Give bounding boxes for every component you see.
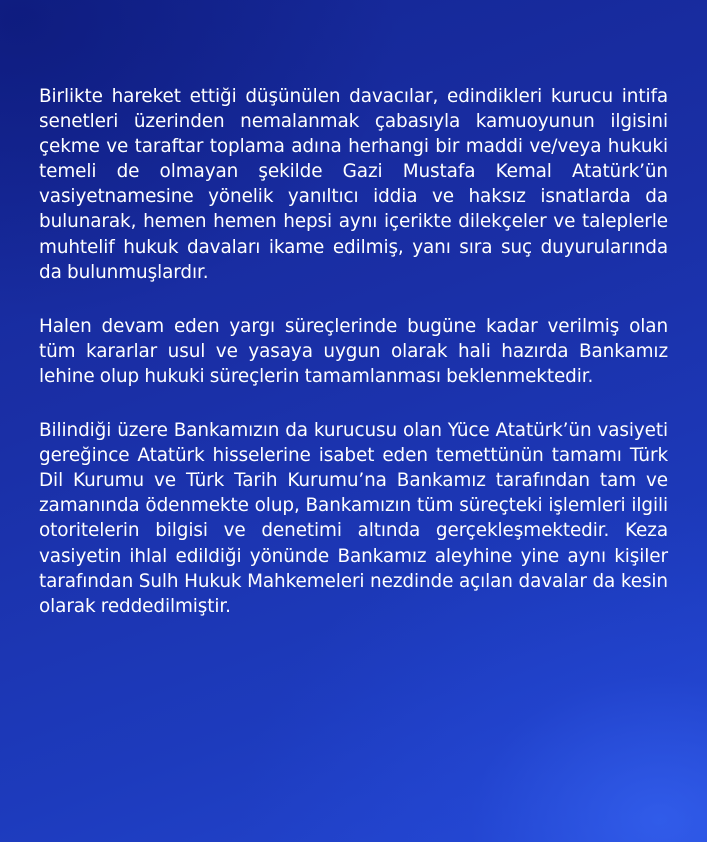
paragraph-judicial-process: Halen devam eden yargı süreçlerinde bugüne kadar verilmiş olan tüm kararlar usul ve yasaya uygun olarak hali hazırda Bankamız lehine olup hukuki süreçlerin tamamlanması beklenmektedir. [39,315,668,387]
paragraph-lawsuits: Birlikte hareket ettiği düşünülen davacılar, edindikleri kurucu intifa senetleri üzerinden nemalanmak çabasıyla kamuoyunun ilgisini çekme ve taraftar toplama adına herhangi bir maddi ve/veya hukuki temeli de olmayan şekilde Gazi Mustafa Kemal Atatürk’ün vasiyetnamesine yönelik yanıltıcı iddia ve haksız isnatlarda da bulunarak, hemen hemen hepsi aynı içerikte dilekçeler ve taleplerle muhtelif hukuk davaları ikame edilmiş, yanı sıra suç duyurularında da bulunmuşlardır. [39,86,668,283]
statement-text-block [39,84,668,619]
paragraph-dividend-will: Bilindiği üzere Bankamızın da kurucusu olan Yüce Atatürk’ün vasiyeti gereğince Atatürk hisselerine isabet eden temettünün tamamı Türk Dil Kurumu ve Türk Tarih Kurumu’na Bankamız tarafından tam ve zamanında ödenmekte olup, Bankamızın tüm süreçteki işlemleri ilgili otoritelerin bilgisi ve denetimi altında gerçekleşmektedir. Keza vasiyetin ihlal edildiği yönünde Bankamız aleyhine yine aynı kişiler tarafından Sulh Hukuk Mahkemeleri nezdinde açılan davalar da kesin olarak reddedilmiştir. [39,420,668,617]
